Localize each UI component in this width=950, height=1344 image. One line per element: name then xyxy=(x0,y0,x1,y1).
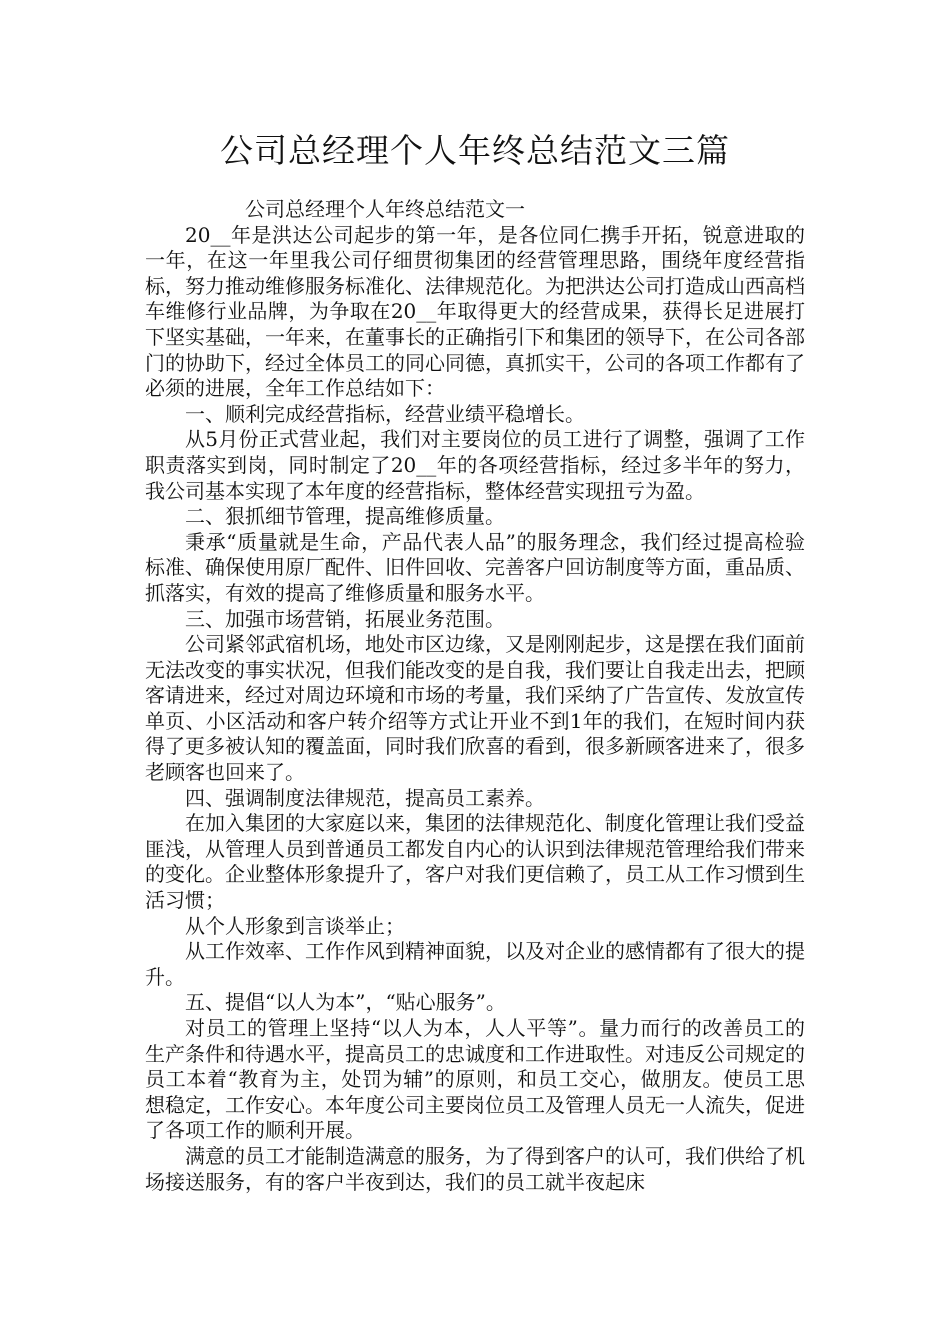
section-heading-2: 二、狠抓细节管理，提高维修质量。 xyxy=(185,504,505,529)
section-heading-1: 一、顺利完成经营指标，经营业绩平稳增长。 xyxy=(185,401,585,426)
section-heading-3: 三、加强市场营销，拓展业务范围。 xyxy=(185,606,505,631)
paragraph-5b: 满意的员工才能制造满意的服务，为了得到客户的认可，我们供给了机场接送服务，有的客户半夜到达，我们的员工就半夜起床 xyxy=(145,1143,805,1194)
paragraph-4c: 从工作效率、工作作风到精神面貌，以及对企业的感情都有了很大的提升。 xyxy=(145,939,805,989)
section-subtitle: 公司总经理个人年终总结范文一 xyxy=(245,197,525,221)
paragraph-1: 从5月份正式营业起，我们对主要岗位的员工进行了调整，强调了工作职责落实到岗，同时制定了20__年的各项经营指标，经过多半年的努力，我公司基本实现了本年度的经营指标，整体经营实现扭亏为盈。 xyxy=(145,427,805,503)
section-heading-5: 五、提倡“以人为本”，“贴心服务”。 xyxy=(185,990,506,1015)
document-title: 公司总经理个人年终总结范文三篇 xyxy=(220,131,730,170)
paragraph-3: 公司紧邻武宿机场，地处市区边缘，又是刚刚起步，这是摆在我们面前无法改变的事实状况，但我们能改变的是自我，我们要让自我走出去，把顾客请进来，经过对周边环境和市场的考量，我们采纳了广告宣传、发放宣传单页、小区活动和客户转介绍等方式让开业不到1年的我们，在短时间内获得了更多被认知的覆盖面，同时我们欣喜的看到，很多新顾客进来了，很多老顾客也回来了。 xyxy=(145,632,805,785)
paragraph-intro: 20__年是洪达公司起步的第一年，是各位同仁携手开拓，锐意进取的一年，在这一年里我公司仔细贯彻集团的经营管理思路，围绕年度经营指标，努力推动维修服务标准化、法律规范化。为把洪达公司打造成山西高档车维修行业品牌，为争取在20__年取得更大的经营成果，获得长足进展打下坚实基础，一年来，在董事长的正确指引下和集团的领导下，在公司各部门的协助下，经过全体员工的同心同德，真抓实干，公司的各项工作都有了必须的进展，全年工作总结如下： xyxy=(145,222,805,401)
section-heading-4: 四、强调制度法律规范，提高员工素养。 xyxy=(185,785,545,810)
paragraph-4a: 在加入集团的大家庭以来，集团的法律规范化、制度化管理让我们受益匪浅，从管理人员到普通员工都发自内心的认识到法律规范管理给我们带来的变化。企业整体形象提升了，客户对我们更信赖了，员工从工作习惯到生活习惯； xyxy=(145,811,805,913)
paragraph-2: 秉承“质量就是生命，产品代表人品”的服务理念，我们经过提高检验标准、确保使用原厂配件、旧件回收、完善客户回访制度等方面，重品质、抓落实，有效的提高了维修质量和服务水平。 xyxy=(145,529,805,605)
paragraph-4b: 从个人形象到言谈举止； xyxy=(185,913,405,938)
document-body xyxy=(145,197,805,1195)
paragraph-5a: 对员工的管理上坚持“以人为本，人人平等”。量力而行的改善员工的生产条件和待遇水平，提高员工的忠诚度和工作进取性。对违反公司规定的员工本着“教育为主，处罚为辅”的原则，和员工交心，做朋友。使员工思想稳定，工作安心。本年度公司主要岗位员工及管理人员无一人流失，促进了各项工作的顺利开展。 xyxy=(145,1016,805,1143)
